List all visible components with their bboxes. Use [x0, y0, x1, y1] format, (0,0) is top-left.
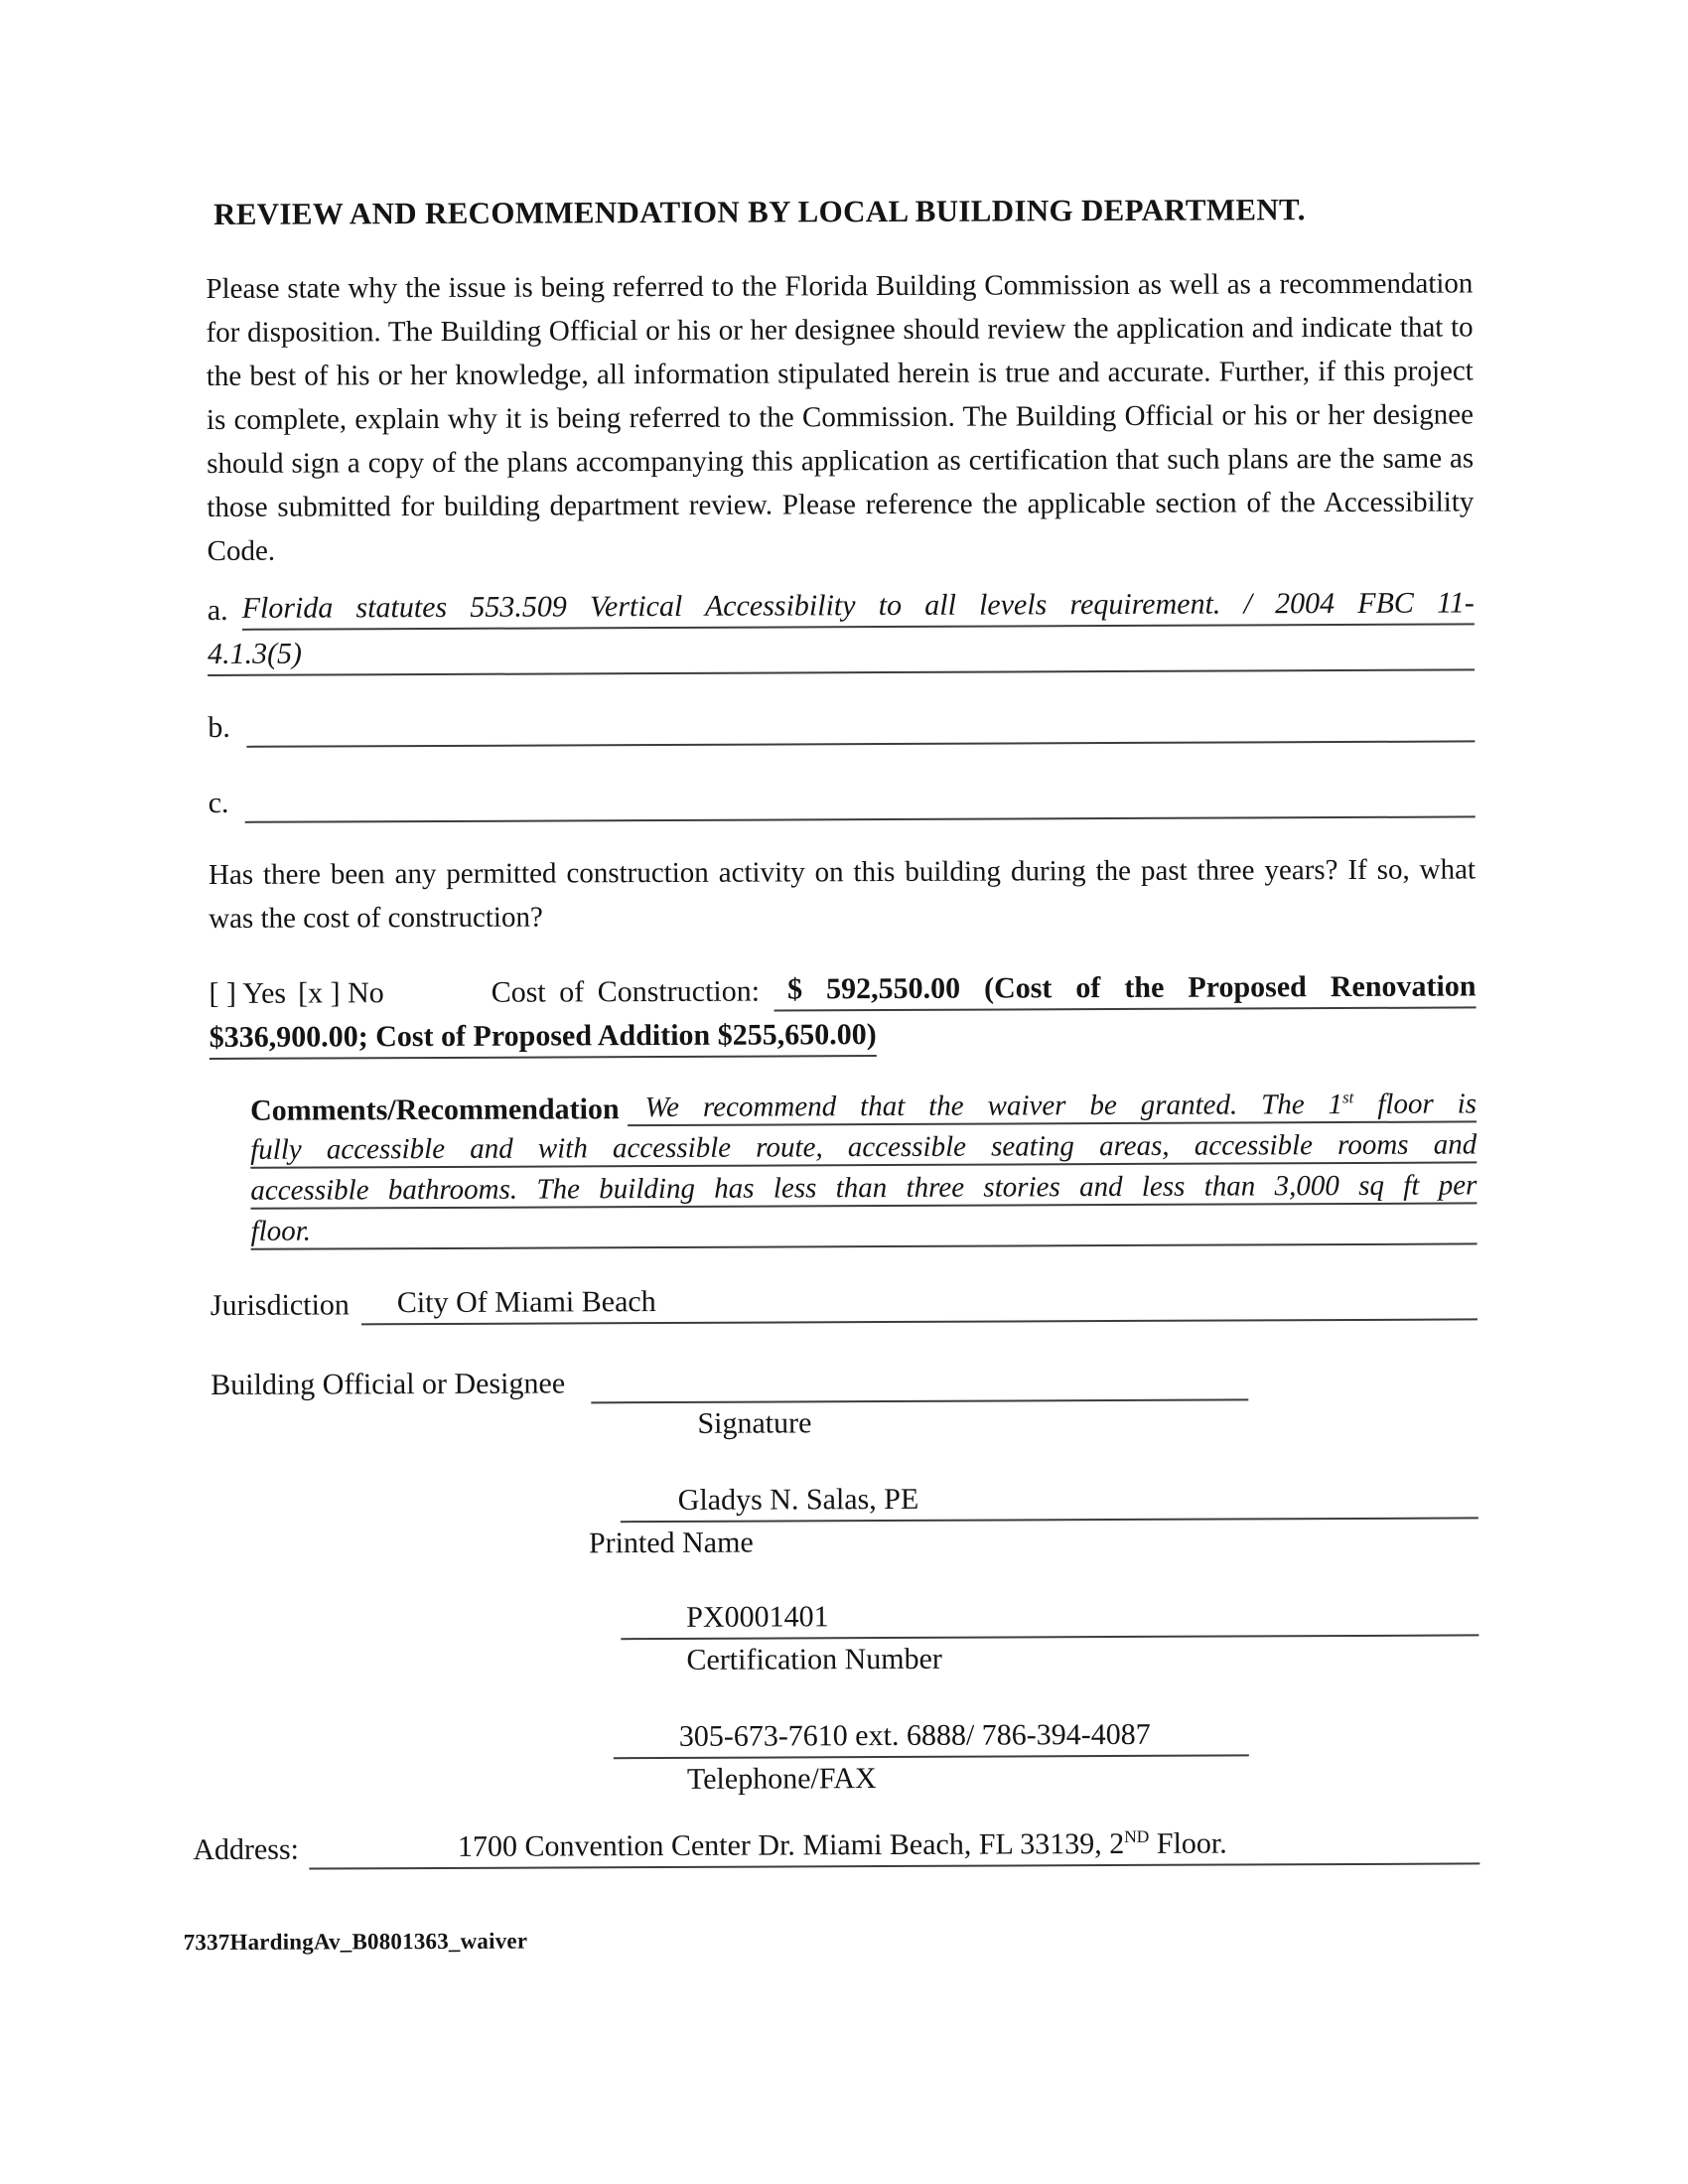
telephone-fax-label: Telephone/FAX	[686, 1762, 877, 1796]
comments-line1-part1: We recommend that the waiver be granted. The 1	[644, 1089, 1343, 1124]
reason-a-value-line1: Florida statutes 553.509 Vertical Accessibility to all levels requirement. / 2004 FBC 11-	[242, 583, 1475, 630]
cost-of-construction-label: Cost of Construction:	[491, 974, 761, 1009]
reason-c-blank-line	[245, 815, 1476, 822]
telephone-fax-row	[212, 1709, 1479, 1761]
cost-line-2	[210, 1008, 1477, 1060]
address-value-part2: Floor.	[1149, 1826, 1227, 1860]
comments-value-line1	[628, 1087, 1477, 1126]
referral-reason-a-line2	[208, 625, 1475, 676]
cost-value-line1: $ 592,550.00 (Cost of the Proposed Renovation	[774, 966, 1477, 1011]
building-official-row	[211, 1354, 1477, 1405]
reason-a-value-line2: 4.1.3(5)	[208, 629, 1475, 676]
cost-line-1	[209, 962, 1476, 1014]
form-content	[183, 188, 1480, 1956]
telephone-fax-value: 305-673-7610 ext. 6888/ 786-394-4087	[614, 1714, 1249, 1759]
comments-line-2	[250, 1122, 1477, 1168]
intro-paragraph: Please state why the issue is being referred to the Florida Building Commission as well as a recommendation for disposition. The Building Official or his or her designee should review the application and indicate that to the best of his or her knowledge, all information stipulated herein is true and accurate. Further, if this project is complete, explain why it is being referred to the Commission. The Building Official or his or her designee should sign a copy of the plans accompanying this application as certification that such plans are the same as those submitted for building department review. Please reference the applicable section of the Accessibility Code.	[206, 267, 1475, 567]
document-footer-filename: 7337HardingAv_B0801363_waiver	[183, 1928, 528, 1956]
comments-line-3	[250, 1163, 1477, 1209]
reason-a-label: a.	[207, 593, 228, 627]
building-official-label: Building Official or Designee	[211, 1367, 566, 1401]
no-checkbox-label: [x ] No	[297, 976, 384, 1010]
address-label: Address:	[193, 1832, 300, 1867]
comments-line-1	[250, 1082, 1477, 1127]
printed-name-value: Gladys N. Salas, PE	[621, 1477, 1478, 1523]
comments-value-line4: floor.	[250, 1209, 1477, 1249]
address-value-part1: 1700 Convention Center Dr. Miami Beach, FL 33139, 2	[457, 1826, 1125, 1863]
jurisdiction-value: City Of Miami Beach	[361, 1278, 1477, 1325]
jurisdiction-row	[211, 1274, 1477, 1326]
comments-line-4	[250, 1204, 1477, 1249]
signature-label: Signature	[697, 1406, 812, 1440]
referral-reason-c	[209, 772, 1476, 823]
address-value-superscript: ND	[1124, 1825, 1150, 1846]
comments-line1-superscript: st	[1342, 1088, 1354, 1107]
address-row	[193, 1819, 1479, 1870]
comments-value-line2: fully accessible and with accessible route, accessible seating areas, accessible rooms and	[250, 1127, 1477, 1168]
form-title: REVIEW AND RECOMMENDATION BY LOCAL BUILDING DEPARTMENT.	[213, 192, 1306, 231]
comments-value-line3: accessible bathrooms. The building has less than three stories and less than 3,000 sq ft per	[250, 1168, 1477, 1209]
reason-b-label: b.	[208, 710, 230, 744]
referral-reason-b	[208, 696, 1475, 748]
cost-value-line2: $336,900.00; Cost of Proposed Addition $255,650.00)	[210, 1015, 877, 1060]
address-value	[309, 1822, 1480, 1869]
jurisdiction-label: Jurisdiction	[210, 1288, 350, 1322]
construction-activity-question: Has there been any permitted construction activity on this building during the past three years? If so, what was the cost of construction?	[208, 853, 1477, 935]
cost-of-construction-section	[209, 962, 1476, 1060]
referral-reason-a-line1	[208, 579, 1475, 631]
certification-number-row	[211, 1590, 1478, 1642]
printed-name-row	[211, 1473, 1478, 1525]
certification-number-value: PX0001401	[621, 1594, 1478, 1640]
reason-c-label: c.	[208, 786, 229, 819]
referral-reason-a	[208, 579, 1475, 676]
certification-number-label: Certification Number	[686, 1642, 942, 1676]
printed-name-label: Printed Name	[588, 1526, 754, 1560]
comments-label: Comments/Recommendation	[249, 1092, 620, 1127]
reason-b-blank-line	[246, 740, 1475, 747]
comments-recommendation-section	[250, 1082, 1477, 1249]
comments-line1-part2: floor is	[1353, 1088, 1477, 1120]
yes-checkbox-label: [ ] Yes	[209, 976, 287, 1010]
